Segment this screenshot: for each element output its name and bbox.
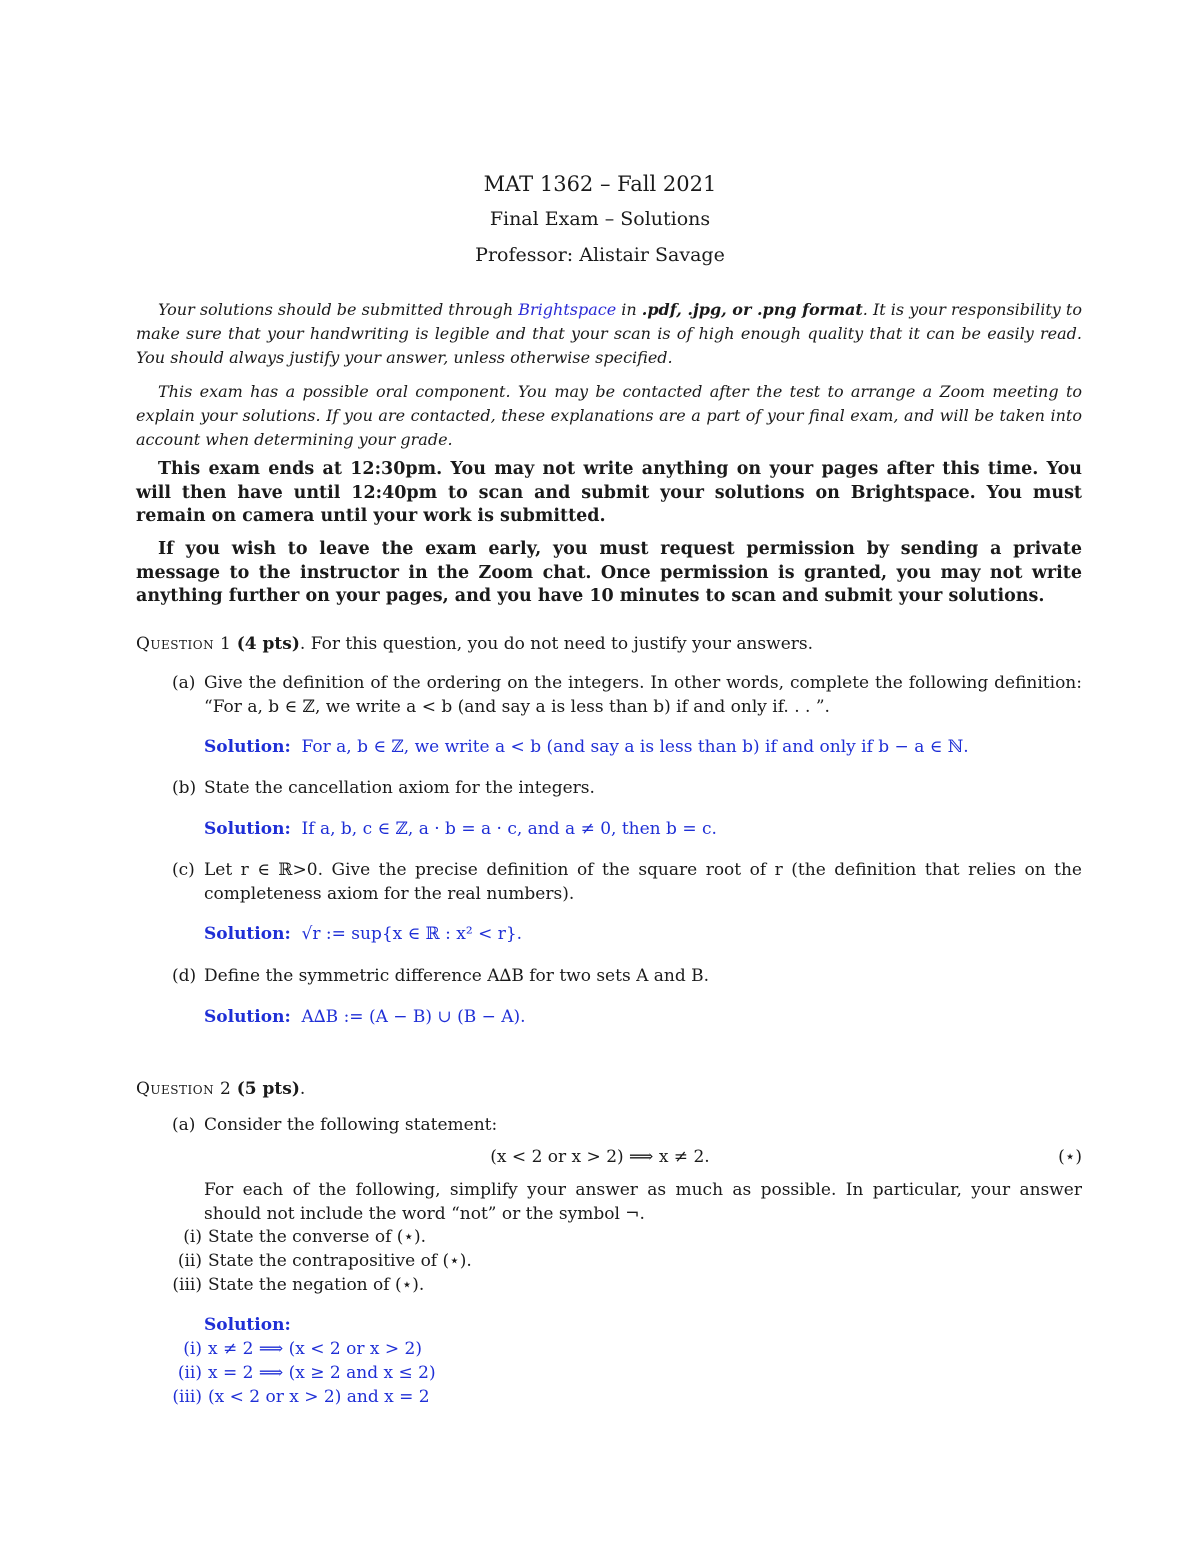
sub-label: (iii) — [172, 1387, 202, 1407]
part-label: (d) — [172, 966, 197, 986]
answer-text: x = 2 ⟹ (x ≥ 2 and x ≤ 2) — [208, 1363, 436, 1383]
part-text: State the cancellation axiom for the integers. — [204, 778, 595, 798]
exam-title: Final Exam – Solutions — [489, 208, 711, 230]
part-label: (c) — [172, 860, 195, 880]
solution-text: If a, b, c ∈ ℤ, a · b = a · c, and a ≠ 0, then b = c. — [301, 819, 717, 839]
q2-solution-label — [204, 1313, 1084, 1337]
leave-early-text: If you wish to leave the exam early, you must request permission by sending a private message to the instructor in the Zoom chat. Once permission is granted, you may not write anything further on your pages, and you have 10 minutes to scan and submit your solutions. — [136, 539, 1082, 606]
q2-sub-i — [156, 1225, 426, 1249]
answer-text: (x < 2 or x > 2) and x = 2 — [208, 1387, 430, 1407]
q2-instructions — [136, 1178, 1082, 1226]
solution-label: Solution: — [204, 737, 291, 757]
solution-label: Solution: — [204, 924, 291, 944]
course-title: MAT 1362 – Fall 2021 — [483, 172, 717, 196]
q1-d-solution — [204, 1005, 1084, 1029]
time-limit-text: This exam ends at 12:30pm. You may not write anything on your pages after this time. You will then have until 12:40pm to scan and submit your solutions on Brightspace. You must remain on camera until your work is submitted. — [136, 459, 1082, 526]
sub-label: (i) — [183, 1227, 202, 1247]
solution-label: Solution: — [204, 1007, 291, 1027]
instructions-oral — [136, 380, 1082, 452]
instructions-text: For each of the following, simplify your answer as much as possible. In particular, your answer should not include the word “not” or the symbol ¬. — [204, 1180, 1082, 1224]
question-title: Question 2 — [136, 1079, 232, 1099]
sub-label: (ii) — [177, 1251, 202, 1271]
equation-tag: (⋆) — [1058, 1147, 1082, 1167]
q1-part-d — [136, 964, 1082, 988]
instr-text: in — [616, 300, 642, 319]
sub-label: (i) — [183, 1339, 202, 1359]
part-label: (a) — [172, 1115, 196, 1135]
question-2-heading — [136, 1077, 1082, 1101]
sub-label: (ii) — [177, 1363, 202, 1383]
q1-part-c — [136, 858, 1082, 906]
sub-text: State the negation of (⋆). — [208, 1275, 425, 1295]
solution-label: Solution: — [204, 1315, 291, 1335]
question-1-heading — [136, 632, 1082, 656]
part-label: (a) — [172, 673, 196, 693]
q1-b-solution — [204, 817, 1084, 841]
q1-c-solution — [204, 922, 1084, 946]
instructions-submission — [136, 298, 1082, 370]
question-intro: . — [299, 1079, 306, 1099]
q2-sub-iii — [156, 1273, 424, 1297]
part-label: (b) — [172, 778, 197, 798]
brightspace-link[interactable]: Brightspace — [518, 300, 617, 319]
solution-text: A∆B := (A − B) ∪ (B − A). — [301, 1007, 526, 1027]
part-text: Define the symmetric difference A∆B for two sets A and B. — [204, 966, 710, 986]
sub-text: State the contrapositive of (⋆). — [208, 1251, 472, 1271]
solution-text: √r := sup{x ∈ ℝ : x² < r}. — [301, 924, 523, 944]
part-text: Give the definition of the ordering on the integers. In other words, complete the following definition: “For a, b ∈ ℤ, we write a < b (and say a is less than b) if and only if. . . ”. — [204, 673, 1082, 717]
q1-a-solution — [204, 735, 1084, 759]
q1-part-b — [136, 776, 1082, 800]
instr-text: Your solutions should be submitted through — [158, 300, 519, 319]
q2-sub-ii — [156, 1249, 472, 1273]
sub-label: (iii) — [172, 1275, 202, 1295]
professor-name: Professor: Alistair Savage — [475, 244, 725, 266]
q2-answer-i — [156, 1337, 422, 1361]
q2-answer-iii — [156, 1385, 430, 1409]
solution-label: Solution: — [204, 819, 291, 839]
instructions-time — [136, 458, 1082, 529]
q2-answer-ii — [156, 1361, 436, 1385]
solution-text: For a, b ∈ ℤ, we write a < b (and say a is less than b) if and only if b − a ∈ ℕ. — [301, 737, 969, 757]
statement-equation: (x < 2 or x > 2) ⟹ x ≠ 2. — [490, 1147, 710, 1167]
question-title: Question 1 — [136, 634, 232, 654]
instructions-leave — [136, 538, 1082, 609]
oral-component-text: This exam has a possible oral component. You may be contacted after the test to arrange a Zoom meeting to explain your solutions. If you are contacted, these explanations are a part of your final exam, and will be taken into account when determining your grade. — [136, 382, 1082, 449]
question-points: (5 pts) — [236, 1079, 300, 1099]
sub-text: State the converse of (⋆). — [208, 1227, 427, 1247]
q1-part-a — [136, 671, 1082, 719]
question-points: (4 pts) — [236, 634, 300, 654]
part-text: Let r ∈ ℝ>0. Give the precise definition of the square root of r (the definition that relies on the completeness axiom for the real numbers). — [204, 860, 1082, 904]
q2-part-a — [136, 1113, 1082, 1137]
format-list: .pdf, .jpg, or .png format — [641, 300, 863, 319]
part-text: Consider the following statement: — [204, 1115, 498, 1135]
instr-text: . It is your responsibility to make sure that your handwriting is legible and that your scan is of high enough quality that it can be easily read. You should always justify your answer, unless otherwise specified. — [136, 300, 1082, 367]
answer-text: x ≠ 2 ⟹ (x < 2 or x > 2) — [208, 1339, 422, 1359]
question-intro: . For this question, you do not need to justify your answers. — [299, 634, 814, 654]
